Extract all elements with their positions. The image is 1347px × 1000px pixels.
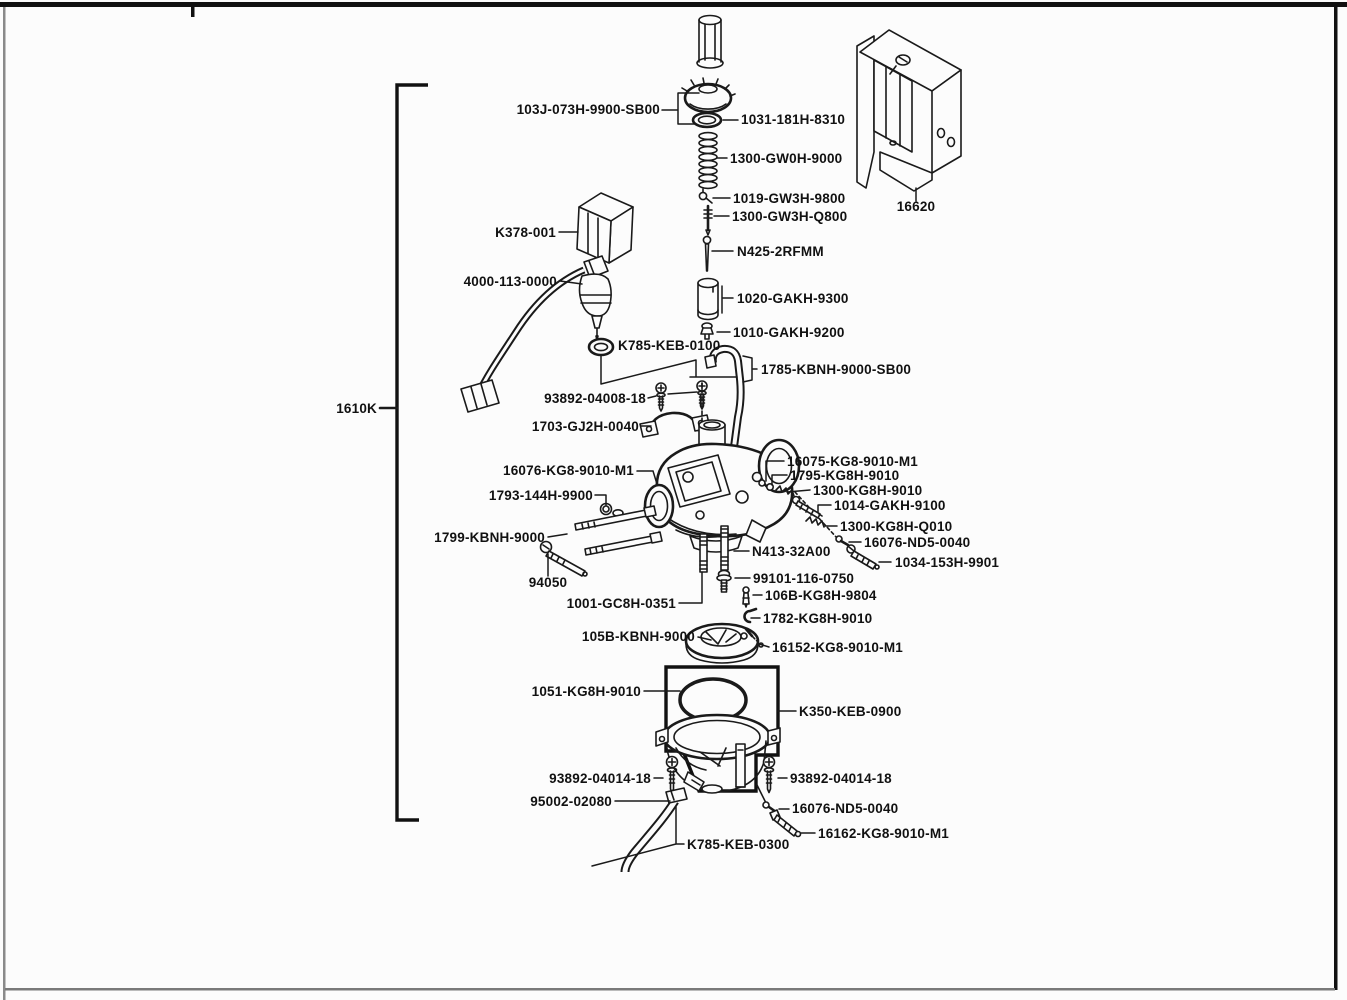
- label-94050: 94050: [528, 575, 568, 590]
- label-1300-gw0h-9000: 1300-GW0H-9000: [730, 151, 843, 166]
- label-16162-kg8-9010-m1: 16162-KG8-9010-M1: [818, 826, 949, 841]
- label-1795-kg8h-9010: 1795-KG8H-9010: [790, 468, 900, 483]
- label-16076-nd5-0040-upper: 16076-ND5-0040: [864, 535, 971, 550]
- needle-clip-drawing: [699, 189, 712, 203]
- label-16076-nd5-0040-lower: 16076-ND5-0040: [792, 801, 899, 816]
- label-95002-02080: 95002-02080: [530, 794, 612, 809]
- throttle-spring-drawing: [699, 133, 717, 189]
- label-k350-keb-0900: K350-KEB-0900: [799, 704, 902, 719]
- small-o-ring-drawing: [589, 339, 613, 355]
- label-1300-gw3h-q800: 1300-GW3H-Q800: [732, 209, 848, 224]
- pan-screws-drawing: [656, 381, 707, 411]
- label-1782-kg8h-9010: 1782-KG8H-9010: [763, 611, 873, 626]
- label-1010-gakh-9200: 1010-GAKH-9200: [733, 325, 845, 340]
- label-1785-kbnh-9000-sb00: 1785-KBNH-9000-SB00: [761, 362, 912, 377]
- label-1051-kg8h-9010: 1051-KG8H-9010: [531, 684, 641, 699]
- label-n425-2rfmm: N425-2RFMM: [737, 244, 824, 259]
- throttle-valve-drawing: [698, 279, 718, 320]
- part-drawings: [461, 16, 961, 873]
- label-93892-04008-18: 93892-04008-18: [544, 391, 646, 406]
- clip-drawing: [745, 609, 756, 622]
- label-1610k: 1610K: [336, 401, 377, 416]
- label-16152-kg8-9010-m1: 16152-KG8-9010-M1: [772, 640, 903, 655]
- label-k785-keb-0300: K785-KEB-0300: [687, 837, 790, 852]
- label-93892-04014-18-left: 93892-04014-18: [549, 771, 651, 786]
- label-1020-gakh-9300: 1020-GAKH-9300: [737, 291, 849, 306]
- label-93892-04014-18-right: 93892-04014-18: [790, 771, 892, 786]
- label-1703-gj2h-0040: 1703-GJ2H-0040: [531, 419, 639, 434]
- label-1001-gc8h-0351: 1001-GC8H-0351: [566, 596, 676, 611]
- label-106b-kg8h-9804: 106B-KG8H-9804: [765, 588, 877, 603]
- label-1793-144h-9900: 1793-144H-9900: [488, 488, 593, 503]
- needle-jet-drawing: [701, 323, 713, 339]
- label-1031-181h-8310: 1031-181H-8310: [741, 112, 846, 127]
- insulator-gasket-drawing: [645, 485, 673, 527]
- label-1034-153h-9901: 1034-153H-9901: [895, 555, 1000, 570]
- flange-bolt-drawing: [717, 571, 731, 593]
- label-n413-32a00: N413-32A00: [752, 544, 831, 559]
- label-1019-gw3h-9800: 1019-GW3H-9800: [733, 191, 846, 206]
- label-16076-kg8-9010-m1: 16076-KG8-9010-M1: [503, 463, 634, 478]
- cdi-unit-drawing: [577, 193, 633, 263]
- starter-jet-drawing: [743, 587, 749, 607]
- top-cap-gasket-drawing: [693, 113, 721, 127]
- label-4000-113-0000: 4000-113-0000: [463, 274, 557, 289]
- label-105b-kbnh-9000: 105B-KBNH-9000: [581, 629, 695, 644]
- cable-adjuster-drawing: [697, 16, 723, 69]
- label-103j-073h-9900-sb00: 103J-073H-9900-SB00: [516, 102, 660, 117]
- label-16075-kg8-9010-m1: 16075-KG8-9010-M1: [787, 454, 918, 469]
- jet-needle-drawing: [703, 236, 710, 271]
- label-1300-kg8h-9010: 1300-KG8H-9010: [813, 483, 923, 498]
- needle-set-drawing: [704, 206, 712, 235]
- top-cap-drawing: [682, 78, 735, 112]
- label-1300-kg8h-q010: 1300-KG8H-Q010: [840, 519, 953, 534]
- label-k378-001: K378-001: [495, 225, 556, 240]
- label-1799-kbnh-9000: 1799-KBNH-9000: [434, 530, 545, 545]
- label-99101-116-0750: 99101-116-0750: [753, 571, 855, 586]
- label-k785-keb-0100: K785-KEB-0100: [618, 338, 721, 353]
- label-16620: 16620: [896, 199, 936, 214]
- studs-and-bolts-drawing: [541, 504, 663, 577]
- mounting-bracket-drawing: [857, 30, 961, 191]
- label-1014-gakh-9100: 1014-GAKH-9100: [834, 498, 946, 513]
- assembly-bracket: [380, 85, 428, 820]
